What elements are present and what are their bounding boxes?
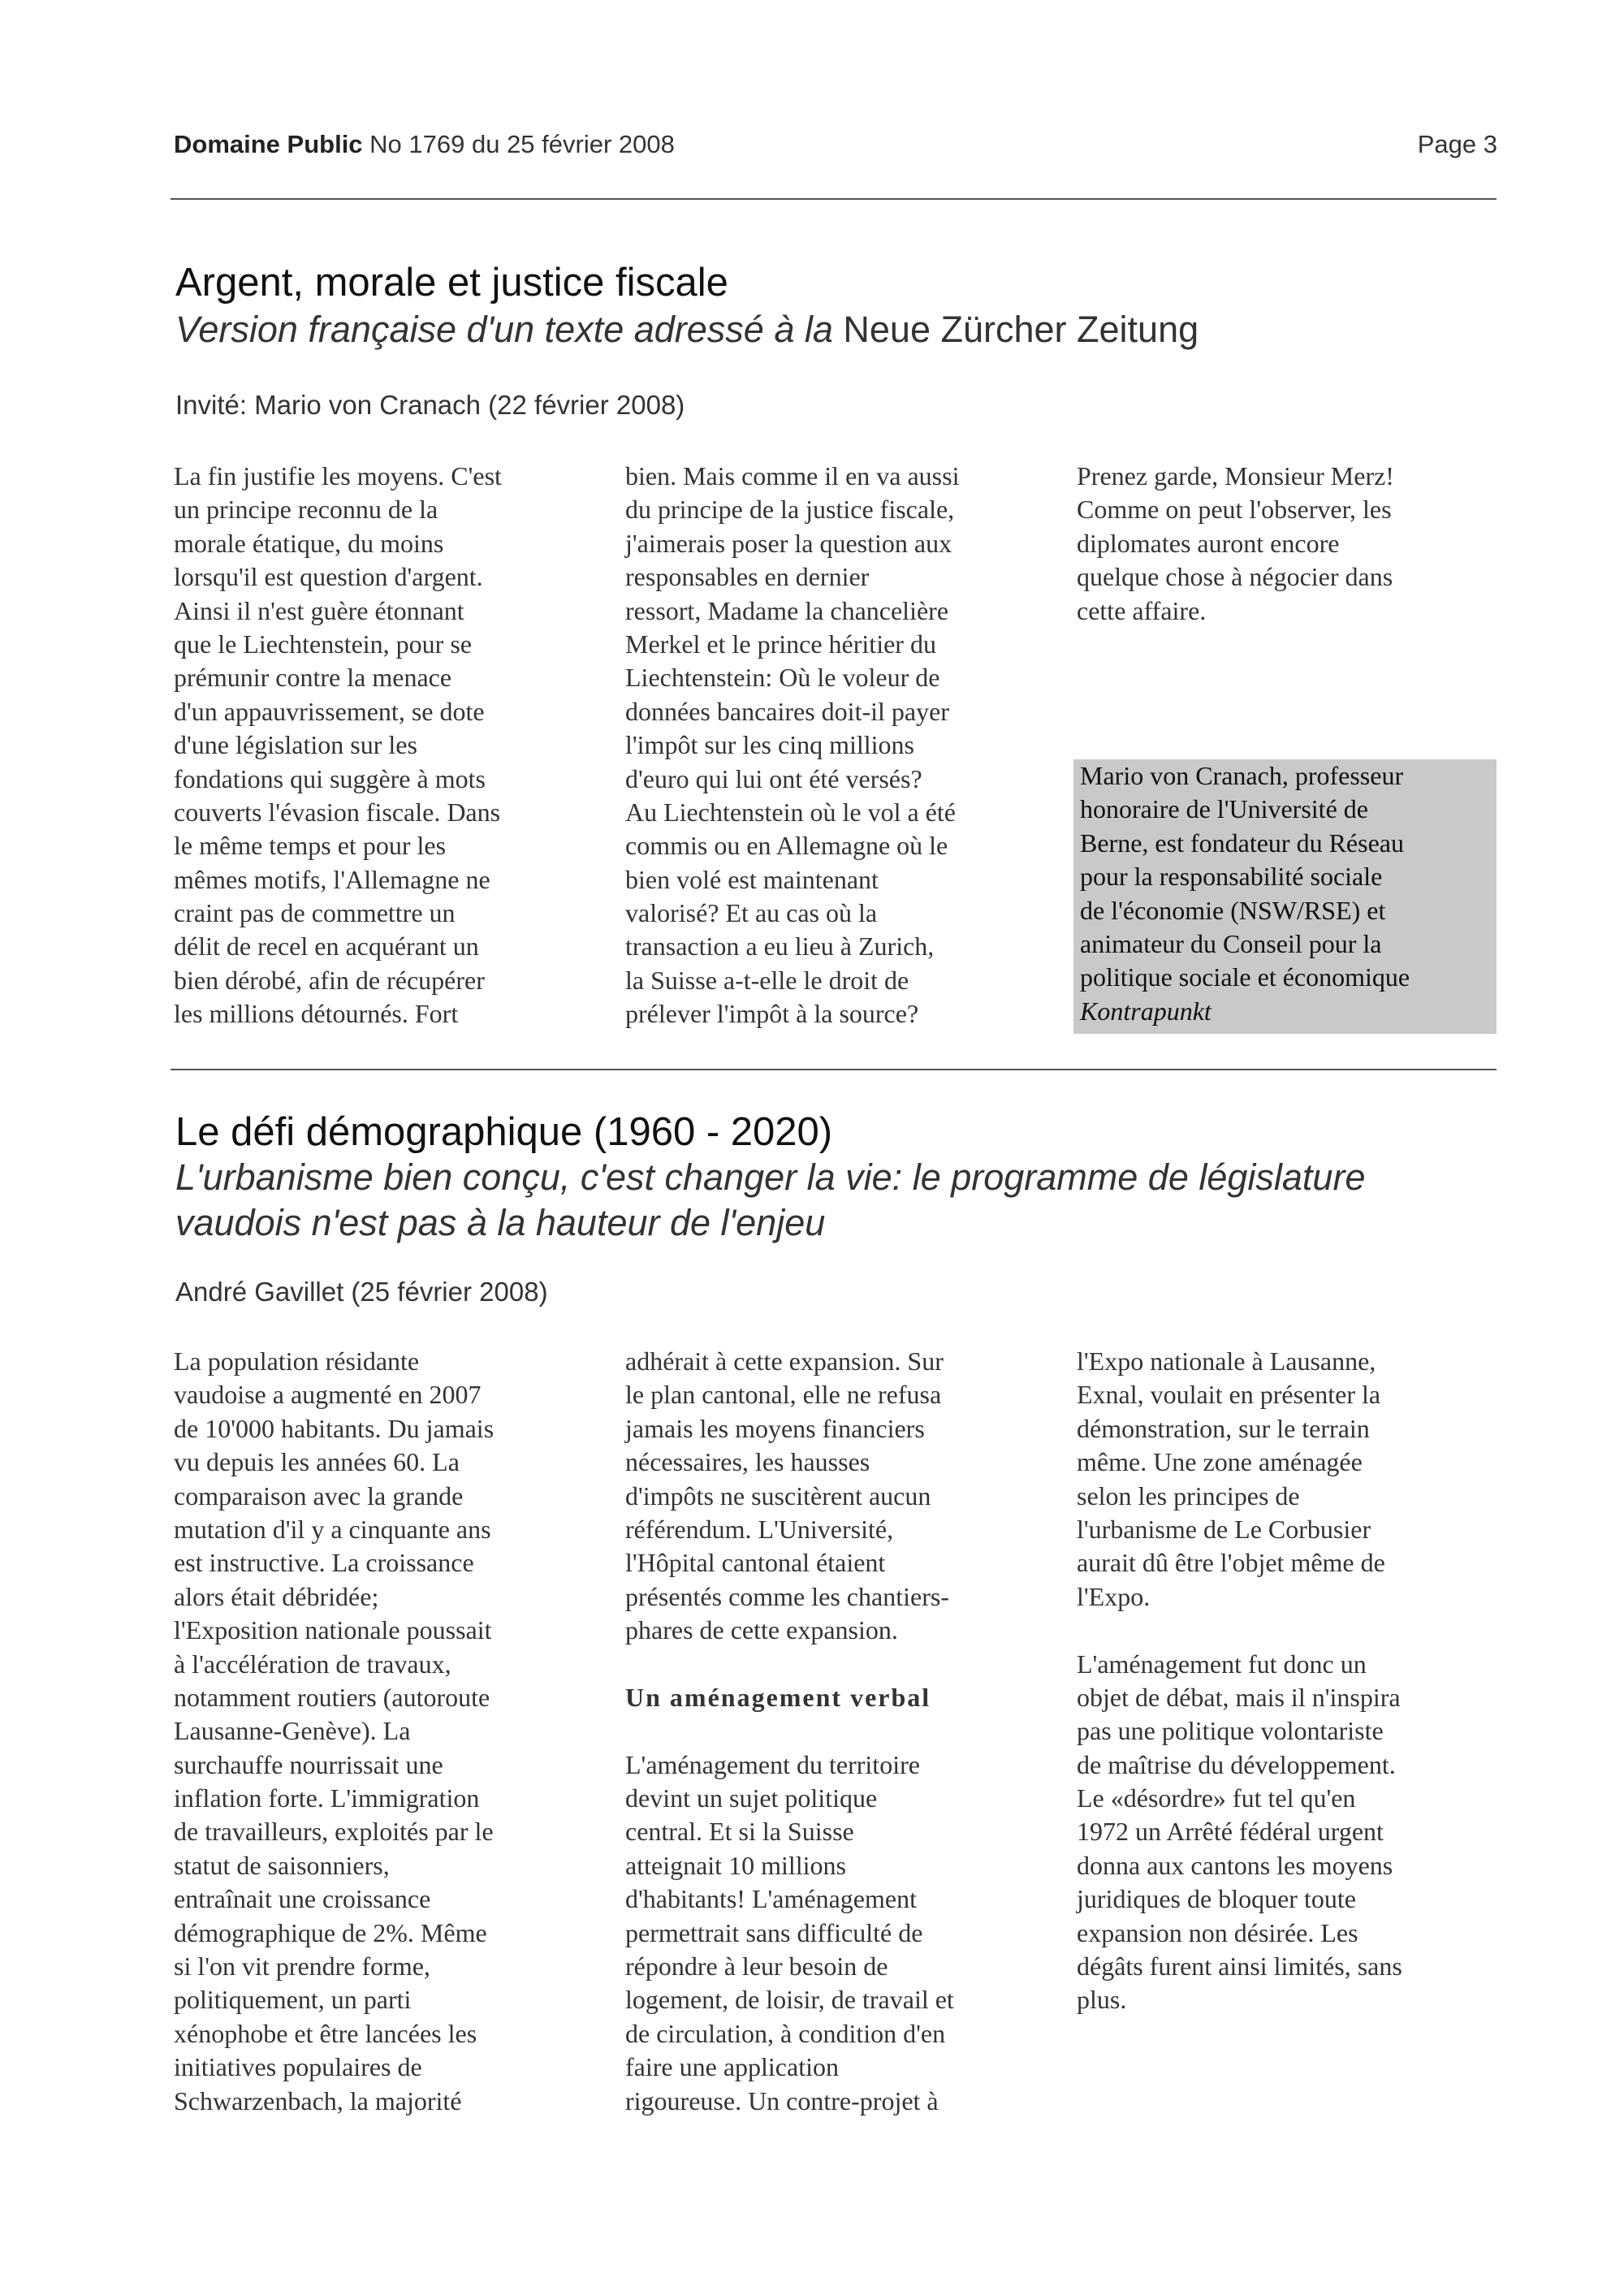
text-line: surchauffe nourrissait une <box>174 1749 443 1779</box>
text-line: prélever l'impôt à la source? <box>625 999 919 1029</box>
article2-subtitle <box>175 1155 1515 1246</box>
text-line: pour la responsabilité sociale <box>1080 862 1383 892</box>
text-line: un principe reconnu de la <box>174 495 438 525</box>
text-line: expansion non désirée. Les <box>1077 1917 1358 1947</box>
text-line: Exnal, voulait en présenter la <box>1077 1380 1381 1410</box>
text-line: démonstration, sur le terrain <box>1077 1413 1370 1443</box>
text-line: de 10'000 habitants. Du jamais <box>174 1413 495 1443</box>
text-line: permettrait sans difficulté de <box>625 1917 923 1947</box>
text-line: entraînait une croissance <box>174 1884 431 1914</box>
text-line: alors était débridée; <box>174 1581 379 1611</box>
text-line: de l'économie (NSW/RSE) et <box>1080 895 1386 925</box>
text-line: d'impôts ne suscitèrent aucun <box>625 1480 931 1511</box>
text-line: si l'on vit prendre forme, <box>174 1951 430 1982</box>
article1-column-1 <box>174 460 604 1031</box>
text-line: juridiques de bloquer toute <box>1077 1884 1356 1914</box>
article1-column-2 <box>625 460 1056 1031</box>
text-line: cette affaire. <box>1077 595 1207 625</box>
text-line: diplomates auront encore <box>1077 528 1340 558</box>
blank-line <box>1077 1614 1507 1647</box>
text-line: données bancaires doit-il payer <box>625 696 949 726</box>
text-line: l'Hôpital cantonal étaient <box>625 1548 886 1578</box>
text-line: Prenez garde, Monsieur Merz! <box>1077 461 1394 491</box>
text-line: politiquement, un parti <box>174 1985 412 2015</box>
text-line: l'Exposition nationale poussait <box>174 1615 492 1645</box>
text-line: mutation d'il y a cinquante ans <box>174 1514 491 1544</box>
text-line: référendum. L'Université, <box>625 1514 894 1544</box>
text-line: Comme on peut l'observer, les <box>1077 495 1392 525</box>
text-line: donna aux cantons les moyens <box>1077 1850 1393 1880</box>
text-line: Mario von Cranach, professeur <box>1080 761 1404 790</box>
text-line: la Suisse a-t-elle le droit de <box>625 965 909 995</box>
text-line: démographique de 2%. Même <box>174 1917 487 1947</box>
text-line: Au Liechtenstein où le vol a été <box>625 797 956 827</box>
text-line: atteignait 10 millions <box>625 1850 846 1880</box>
text-line: du principe de la justice fiscale, <box>625 495 955 525</box>
text-line: répondre à leur besoin de <box>625 1951 888 1982</box>
text-line: que le Liechtenstein, pour se <box>174 629 472 659</box>
text-line: L'aménagement du territoire <box>625 1749 920 1779</box>
text-line: jamais les moyens financiers <box>625 1413 925 1443</box>
text-line: politique sociale et économique <box>1080 962 1410 992</box>
article2-subtitle-line1: L'urbanisme bien conçu, c'est changer la vie: le programme de législature <box>175 1156 1366 1198</box>
article2-title: Le défi démographique (1960 - 2020) <box>175 1110 833 1154</box>
publication-name: Domaine Public <box>174 130 363 158</box>
text-line: ressort, Madame la chancelière <box>625 595 949 625</box>
header-rule <box>171 198 1497 200</box>
text-line: nécessaires, les hausses <box>625 1447 870 1477</box>
text-line: mêmes motifs, l'Allemagne ne <box>174 864 490 894</box>
text-line: devint un sujet politique <box>625 1783 878 1813</box>
text-line: selon les principes de <box>1077 1480 1300 1511</box>
text-line: prémunir contre la menace <box>174 663 452 693</box>
text-line: morale étatique, du moins <box>174 528 444 558</box>
text-line: transaction a eu lieu à Zurich, <box>625 931 935 962</box>
text-line: vaudoise a augmenté en 2007 <box>174 1380 482 1410</box>
text-line: phares de cette expansion. <box>625 1615 898 1645</box>
text-line: notamment routiers (autoroute <box>174 1682 490 1712</box>
article1-subtitle <box>175 307 1515 352</box>
text-line: comparaison avec la grande <box>174 1480 464 1511</box>
text-line: animateur du Conseil pour la <box>1080 928 1382 958</box>
text-line: La population résidante <box>174 1346 420 1376</box>
text-line: L'aménagement fut donc un <box>1077 1649 1367 1679</box>
text-line: Schwarzenbach, la majorité <box>174 2085 462 2116</box>
text-line: lorsqu'il est question d'argent. <box>174 562 483 592</box>
author-bio-box <box>1073 759 1497 1034</box>
text-line: craint pas de commettre un <box>174 898 456 928</box>
text-line: est instructive. La croissance <box>174 1548 474 1578</box>
text-line: statut de saisonniers, <box>174 1850 390 1880</box>
text-line: initiatives populaires de <box>174 2052 422 2082</box>
text-line: honoraire de l'Université de <box>1080 794 1368 824</box>
page-header <box>174 130 1497 159</box>
text-line: commis ou en Allemagne où le <box>625 831 948 861</box>
text-line: bien dérobé, afin de récupérer <box>174 965 485 995</box>
text-line: présentés comme les chantiers- <box>625 1581 949 1611</box>
article2-column-1 <box>174 1345 604 2118</box>
text-line: aurait dû être l'objet même de <box>1077 1548 1385 1578</box>
article2-column-3 <box>1077 1345 1507 2017</box>
section-heading: Un aménagement verbal <box>625 1682 931 1712</box>
article1-byline: Invité: Mario von Cranach (22 février 2008) <box>175 390 685 420</box>
text-line: de circulation, à condition d'en <box>625 2018 946 2048</box>
text-line: le plan cantonal, elle ne refusa <box>625 1380 942 1410</box>
article2-column-2-part-b <box>625 1748 1056 2118</box>
text-line: d'habitants! L'aménagement <box>625 1884 917 1914</box>
text-line: Berne, est fondateur du Réseau <box>1080 828 1404 858</box>
text-line: xénophobe et être lancées les <box>174 2018 477 2048</box>
text-line: Lausanne-Genève). La <box>174 1716 411 1746</box>
article2-subtitle-line2: vaudois n'est pas à la hauteur de l'enjeu <box>175 1202 826 1243</box>
text-line: valorisé? Et au cas où la <box>625 898 878 928</box>
text-line: délit de recel en acquérant un <box>174 931 479 962</box>
text-line: dégâts furent ainsi limités, sans <box>1077 1951 1402 1982</box>
text-line: l'Expo. <box>1077 1581 1151 1611</box>
text-line: vu depuis les années 60. La <box>174 1447 460 1477</box>
text-line: 1972 un Arrêté fédéral urgent <box>1077 1817 1384 1847</box>
text-line: rigoureuse. Un contre-projet à <box>625 2085 939 2116</box>
text-line: de travailleurs, exploités par le <box>174 1817 494 1847</box>
text-line: logement, de loisir, de travail et <box>625 1985 954 2015</box>
blank-line <box>625 1648 1056 1681</box>
text-line: d'une législation sur les <box>174 730 417 760</box>
text-line: faire une application <box>625 2052 839 2082</box>
article1-title: Argent, morale et justice fiscale <box>175 261 728 305</box>
author-bio-text <box>1080 759 1497 995</box>
text-line: d'euro qui lui ont été versés? <box>625 763 922 793</box>
text-line: fondations qui suggère à mots <box>174 763 486 793</box>
text-line: objet de débat, mais il n'inspira <box>1077 1682 1401 1712</box>
page-number: Page 3 <box>1417 130 1497 158</box>
text-line: de maîtrise du développement. <box>1077 1749 1396 1779</box>
text-line: le même temps et pour les <box>174 831 447 861</box>
text-line: quelque chose à négocier dans <box>1077 562 1393 592</box>
text-line: même. Une zone aménagée <box>1077 1447 1363 1477</box>
article2-column-2 <box>625 1345 1056 2118</box>
text-line: responsables en dernier <box>625 562 870 592</box>
issue-info: No 1769 du 25 février 2008 <box>362 130 675 158</box>
article2-byline: André Gavillet (25 février 2008) <box>175 1277 548 1307</box>
text-line: bien. Mais comme il en va aussi <box>625 461 960 491</box>
text-line: pas une politique volontariste <box>1077 1716 1384 1746</box>
article-divider <box>171 1069 1497 1070</box>
blank-line <box>625 1714 1056 1748</box>
text-line: Le «désordre» fut tel qu'en <box>1077 1783 1356 1813</box>
article1-subtitle-plain: Neue Zürcher Zeitung <box>843 309 1199 350</box>
article2-column-3-part-a <box>1077 1345 1507 1614</box>
text-line: Ainsi il n'est guère étonnant <box>174 595 464 625</box>
text-line: d'un appauvrissement, se dote <box>174 696 485 726</box>
article2-column-3-part-b <box>1077 1648 1507 2017</box>
text-line: Liechtenstein: Où le voleur de <box>625 663 940 693</box>
text-line: central. Et si la Suisse <box>625 1817 854 1847</box>
text-line: à l'accélération de travaux, <box>174 1649 451 1679</box>
author-bio-italic: Kontrapunkt <box>1080 996 1212 1026</box>
text-line: couverts l'évasion fiscale. Dans <box>174 797 501 827</box>
text-line: j'aimerais poser la question aux <box>625 528 952 558</box>
text-line: Merkel et le prince héritier du <box>625 629 936 659</box>
text-line: l'Expo nationale à Lausanne, <box>1077 1346 1376 1376</box>
article1-subtitle-italic: Version française d'un texte adressé à la <box>175 309 844 350</box>
text-line: l'urbanisme de Le Corbusier <box>1077 1514 1371 1544</box>
text-line: inflation forte. L'immigration <box>174 1783 480 1813</box>
text-line: plus. <box>1077 1985 1127 2015</box>
article2-column-2-part-a <box>625 1345 1056 1648</box>
text-line: adhérait à cette expansion. Sur <box>625 1346 944 1376</box>
text-line: bien volé est maintenant <box>625 864 879 894</box>
text-line: La fin justifie les moyens. C'est <box>174 461 502 491</box>
text-line: l'impôt sur les cinq millions <box>625 730 914 760</box>
article1-column-3 <box>1077 460 1507 628</box>
text-line: les millions détournés. Fort <box>174 999 459 1029</box>
